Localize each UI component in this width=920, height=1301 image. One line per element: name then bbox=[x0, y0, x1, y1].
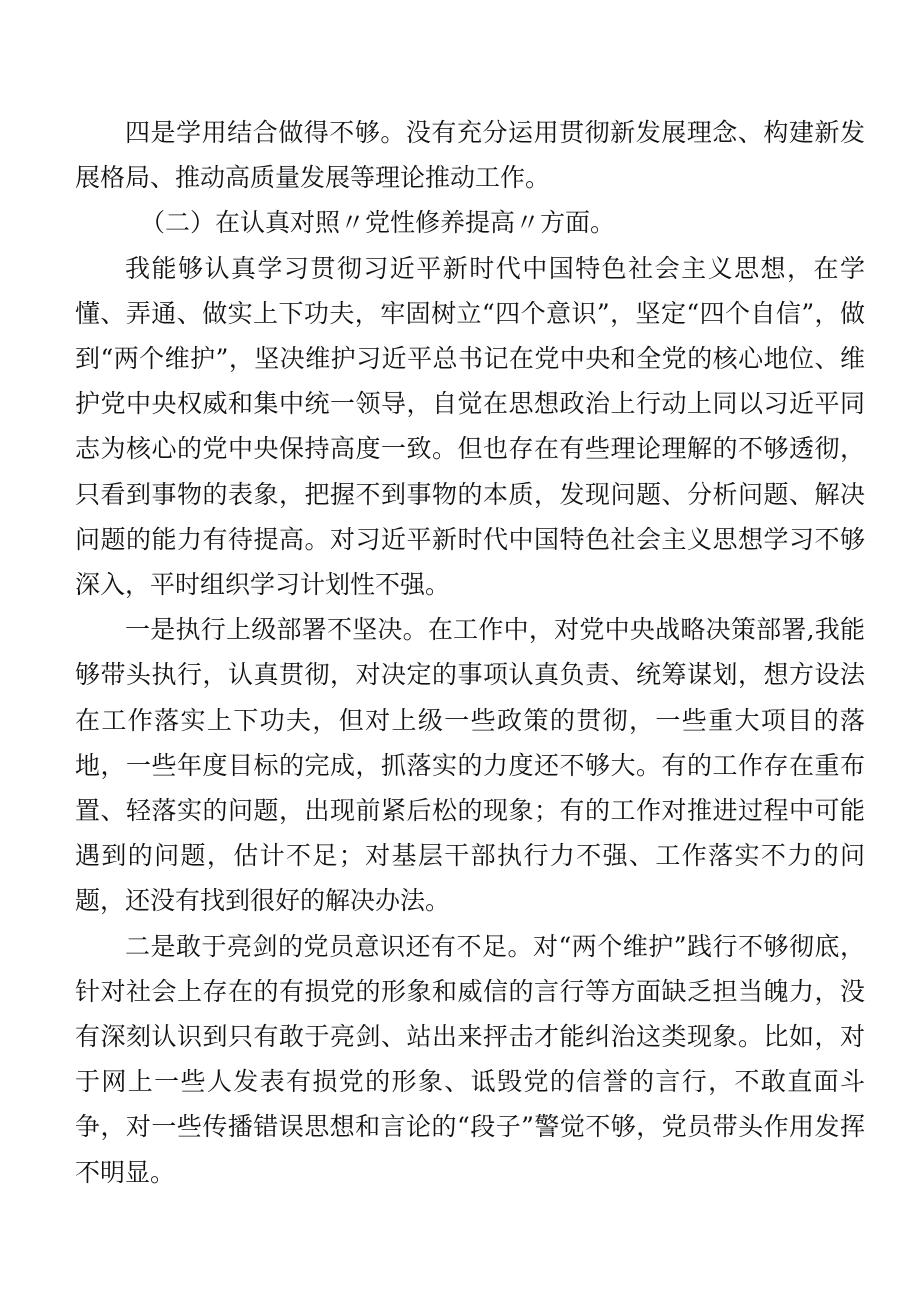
paragraph-study-application: 四是学用结合做得不够。没有充分运用贯彻新发展理念、构建新发展格局、推动高质量发展等理论推动工作。 bbox=[75, 118, 865, 193]
document-body bbox=[75, 110, 865, 1195]
paragraph-theory-study: 我能够认真学习贯彻习近平新时代中国特色社会主义思想，在学懂、弄通、做实上下功夫，牢固树立“四个意识”，坚定“四个自信”，做到“两个维护”，坚决维护习近平总书记在党中央和全党的核心地位、维护党中央权威和集中统一领导，自觉在思想政治上行动上同以习近平同志为核心的党中央保持高度一致。但也存在有些理论理解的不够透彻，只看到事物的表象，把握不到事物的本质，发现问题、分析问题、解决问题的能力有待提高。对习近平新时代中国特色社会主义思想学习不够深入，平时组织学习计划性不强。 bbox=[75, 253, 865, 600]
section-heading-party-spirit: （二）在认真对照〃党性修养提高〃方面。 bbox=[140, 208, 616, 238]
paragraph-execution: 一是执行上级部署不坚决。在工作中，对党中央战略决策部署,我能够带头执行，认真贯彻，对决定的事项认真负责、统筹谋划，想方设法在工作落实上下功夫，但对上级一些政策的贯彻，一些重大项目的落地，一些年度目标的完成，抓落实的力度还不够大。有的工作存在重布置、轻落实的问题，出现前紧后松的现象；有的工作对推进过程中可能遇到的问题，估计不足；对基层干部执行力不强、工作落实不力的问题，还没有找到很好的解决办法。 bbox=[75, 615, 865, 916]
paragraph-party-awareness: 二是敢于亮剑的党员意识还有不足。对“两个维护”践行不够彻底，针对社会上存在的有损党的形象和威信的言行等方面缺乏担当魄力，没有深刻认识到只有敢于亮剑、站出来抨击才能纠治这类现象。比如，对于网上一些人发表有损党的形象、诋毁党的信誉的言行，不敢直面斗争，对一些传播错误思想和言论的“段子”警觉不够，党员带头作用发挥不明显。 bbox=[75, 931, 865, 1187]
